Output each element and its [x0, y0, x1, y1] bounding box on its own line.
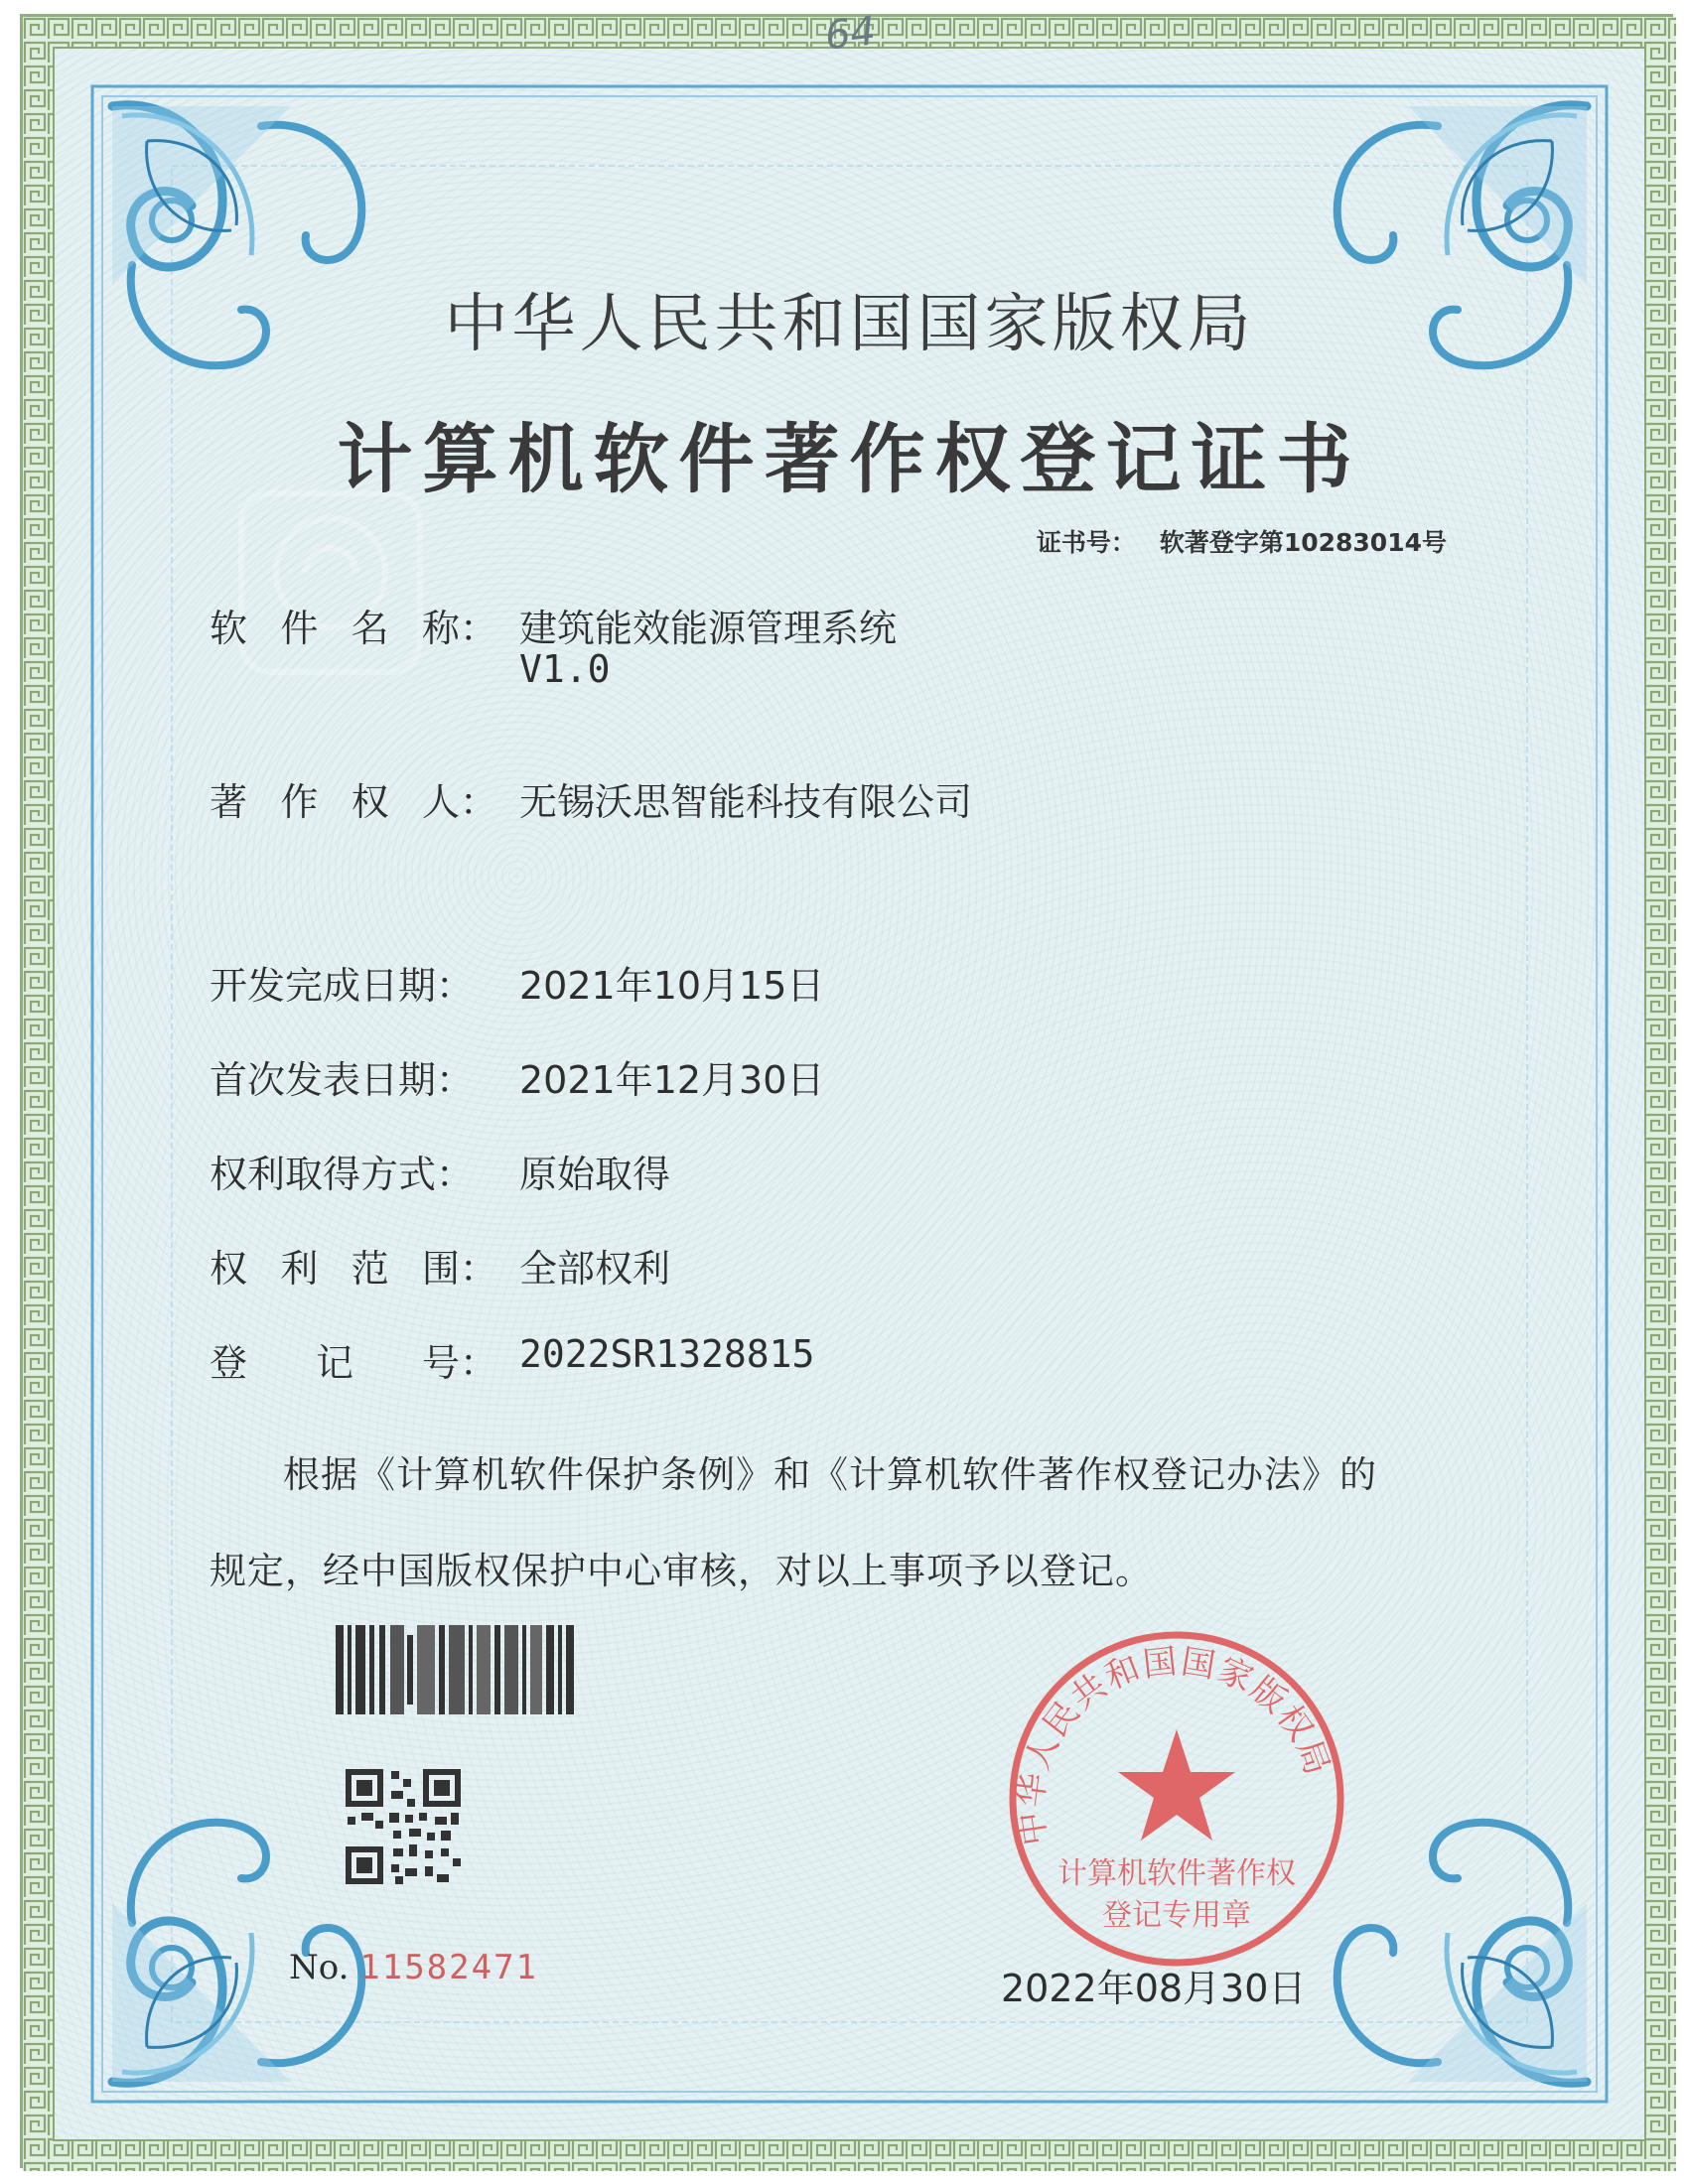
- corner-ornament-bottom-right: [1337, 1823, 1587, 2084]
- seal-outer-text: 中华人民共和国国家版权局: [1011, 1641, 1338, 1848]
- handwritten-mark: 64: [822, 8, 879, 60]
- serial-number: [289, 1948, 538, 1987]
- legal-statement-line1: 根据《计算机软件保护条例》和《计算机软件著作权登记办法》的: [283, 1453, 1377, 1496]
- acquisition-method-value: 原始取得: [519, 1153, 671, 1196]
- legal-statement-line2: 规定，经中国版权保护中心审核，对以上事项予以登记。: [210, 1550, 1153, 1592]
- software-name-label: 软 件 名 称：: [210, 607, 497, 650]
- seal-inner-line1: 计算机软件著作权: [1057, 1856, 1296, 1891]
- registration-number-value: 2022SR1328815: [519, 1332, 815, 1376]
- copyright-holder-label: 著 作 权 人：: [210, 780, 497, 824]
- completion-date-value: 2021年10月15日: [519, 964, 825, 1008]
- rights-scope-label: 权 利 范 围：: [210, 1247, 497, 1291]
- certificate: [20, 8, 1673, 2168]
- first-publication-date-value: 2021年12月30日: [519, 1058, 825, 1102]
- serial-prefix: No.: [289, 1948, 350, 1987]
- rights-scope-value: 全部权利: [519, 1247, 671, 1291]
- certificate-number-label: 证书号：: [1036, 528, 1136, 557]
- acquisition-method-label: 权利取得方式：: [210, 1153, 475, 1196]
- software-version-value: V1.0: [519, 647, 611, 691]
- issuer-name: 中华人民共和国国家版权局: [444, 288, 1255, 361]
- certificate-title: 计算机软件著作权登记证书: [337, 415, 1362, 503]
- first-publication-date-label: 首次发表日期：: [210, 1058, 475, 1102]
- software-name-value: 建筑能效能源管理系统: [519, 607, 898, 650]
- official-seal: [1011, 1635, 1340, 1963]
- registration-number-label: 登 记 号：: [210, 1341, 497, 1385]
- completion-date-label: 开发完成日期：: [210, 964, 475, 1008]
- copyright-holder-value: 无锡沃思智能科技有限公司: [519, 780, 973, 824]
- seal-inner-line2: 登记专用章: [1102, 1898, 1251, 1933]
- barcode: [336, 1625, 574, 1714]
- serial-number-value: 11582471: [359, 1948, 539, 1987]
- certificate-number: [1037, 523, 1447, 559]
- issue-date: 2022年08月30日: [1001, 1967, 1307, 2010]
- certificate-number-value: 软著登字第10283014号: [1159, 528, 1447, 557]
- qr-code: [346, 1769, 461, 1884]
